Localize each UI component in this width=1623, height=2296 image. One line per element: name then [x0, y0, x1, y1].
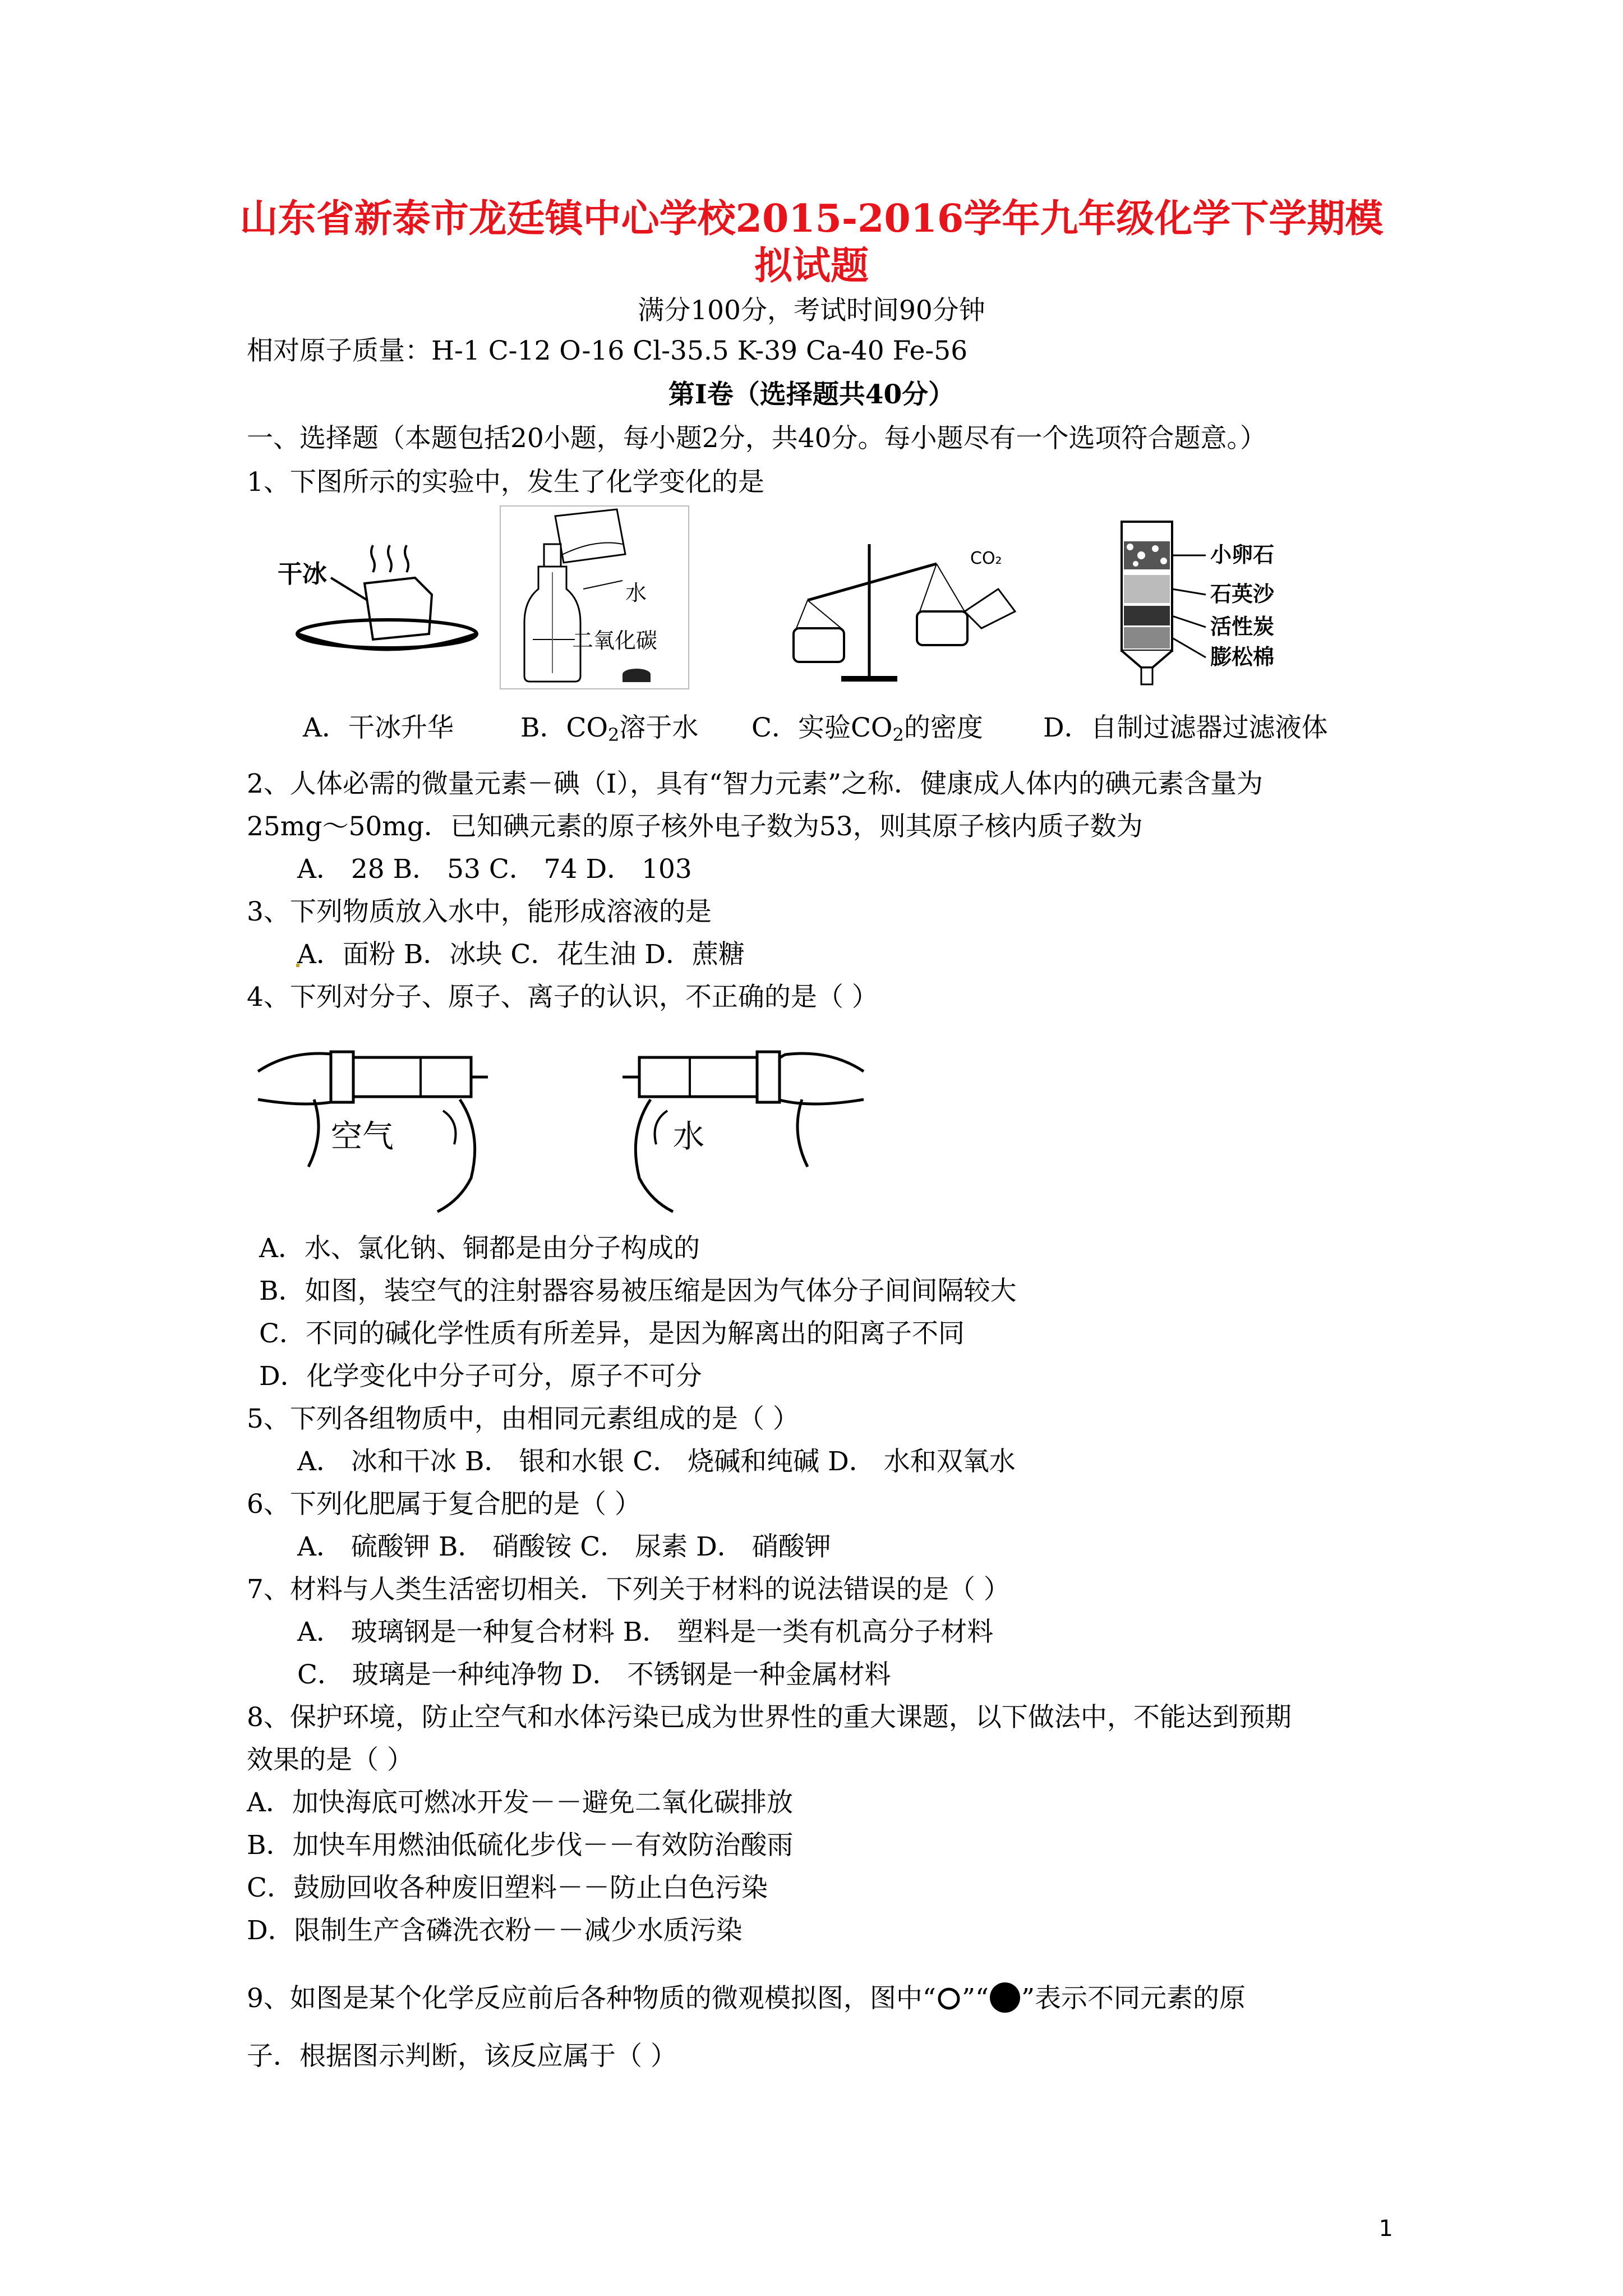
- q4-stem: 4、下列对分子、原子、离子的认识，不正确的是（ ）: [247, 982, 878, 1013]
- q3-options: A．面粉 B．冰块 C．花生油 D．蔗糖: [297, 939, 745, 970]
- q2-line1: 2、人体必需的微量元素－碘（I），具有“智力元素”之称．健康成人体内的碘元素含量为: [247, 769, 1264, 799]
- q8-option-d: D．限制生产含磷洗衣粉－－减少水质污染: [247, 1915, 743, 1946]
- q5-stem: 5、下列各组物质中，由相同元素组成的是（ ）: [247, 1404, 799, 1434]
- q7-stem: 7、材料与人类生活密切相关．下列关于材料的说法错误的是（ ）: [247, 1574, 1010, 1605]
- q7-options-cd: C． 玻璃是一种纯净物 D． 不锈钢是一种金属材料: [297, 1659, 891, 1690]
- syringe-air-label: 空气: [331, 1119, 394, 1155]
- cotton-label: 膨松棉: [1210, 644, 1275, 669]
- q6-options: A． 硫酸钾 B． 硝酸铵 C． 尿素 D． 硝酸钾: [297, 1531, 831, 1562]
- q8-line2: 效果的是（ ）: [247, 1745, 413, 1775]
- sand-label: 石英沙: [1210, 581, 1275, 606]
- q1-option-a: A．干冰升华: [303, 712, 454, 743]
- q1-stem: 1、下图所示的实验中，发生了化学变化的是: [247, 467, 764, 498]
- section1-intro: 一、选择题（本题包括20小题，每小题2分，共40分。每小题尽有一个选项符合题意。）: [247, 423, 1267, 454]
- co2-label: CO₂: [970, 549, 1002, 568]
- section-title: 第Ⅰ卷（选择题共40分）: [668, 379, 955, 410]
- syringe-water-label: 水: [673, 1119, 704, 1155]
- q9-line1: 9、如图是某个化学反应前后各种物质的微观模拟图，图中“ ”“ ”表示不同元素的原: [247, 1981, 1246, 2016]
- q5-options: A． 冰和干冰 B． 银和水银 C． 烧碱和纯碱 D． 水和双氧水: [297, 1446, 1016, 1477]
- dry-ice-label: 干冰: [278, 560, 327, 588]
- page-number: 1: [1378, 2216, 1393, 2242]
- q2-line2: 25mg～50mg．已知碘元素的原子核外电子数为53，则其原子核内质子数为: [247, 811, 1143, 842]
- q4-option-a: A．水、氯化钠、铜都是由分子构成的: [259, 1233, 700, 1264]
- q6-stem: 6、下列化肥属于复合肥的是（ ）: [247, 1489, 641, 1520]
- q9-line2: 子．根据图示判断，该反应属于（ ）: [247, 2041, 677, 2072]
- co2-bottle-figure: [499, 505, 690, 690]
- syringe-figure: [247, 1027, 875, 1217]
- q8-line1: 8、保护环境，防止空气和水体污染已成为世界性的重大课题，以下做法中，不能达到预期: [247, 1702, 1292, 1733]
- water-label: 水: [625, 581, 647, 605]
- q4-option-b: B．如图，装空气的注射器容易被压缩是因为气体分子间间隔较大: [259, 1276, 1017, 1306]
- q8-option-b: B．加快车用燃油低硫化步伐－－有效防治酸雨: [247, 1830, 794, 1861]
- q4-option-d: D．化学变化中分子可分，原子不可分: [259, 1361, 702, 1392]
- q2-options: A． 28 B． 53 C． 74 D． 103: [297, 854, 692, 885]
- q4-option-c: C．不同的碱化学性质有所差异，是因为解离出的阳离子不同: [259, 1318, 965, 1349]
- exam-title-line2: 拟试题: [754, 243, 869, 288]
- black-atom-icon: [989, 1981, 1021, 2014]
- filter-figure: [1116, 516, 1352, 696]
- q1-option-c: C．实验$CO_2$的密度: [751, 712, 983, 746]
- q1-option-b: B．$CO_2$溶于水: [520, 712, 699, 746]
- q8-option-a: A．加快海底可燃冰开发－－避免二氧化碳排放: [247, 1787, 793, 1818]
- q7-options-ab: A． 玻璃钢是一种复合材料 B． 塑料是一类有机高分子材料: [297, 1617, 994, 1648]
- white-atom-icon: [936, 1986, 962, 2012]
- atomic-mass-line: 相对原子质量：H-1 C-12 O-16 Cl-35.5 K-39 Ca-40 Fe-56: [247, 335, 968, 366]
- co2-bottle-label: 二氧化碳: [572, 628, 658, 653]
- q1-option-d: D．自制过滤器过滤液体: [1043, 712, 1328, 743]
- q3-stem: 3、下列物质放入水中，能形成溶液的是: [247, 896, 712, 927]
- pebble-label: 小卵石: [1210, 542, 1275, 567]
- dry-ice-figure: [275, 539, 488, 656]
- balance-figure: [785, 533, 1032, 690]
- carbon-label: 活性炭: [1210, 614, 1275, 639]
- full-score-note: 满分100分，考试时间90分钟: [638, 295, 985, 326]
- q8-option-c: C．鼓励回收各种废旧塑料－－防止白色污染: [247, 1872, 768, 1903]
- exam-title-line1: 山东省新泰市龙廷镇中心学校2015-2016学年九年级化学下学期模: [239, 196, 1384, 241]
